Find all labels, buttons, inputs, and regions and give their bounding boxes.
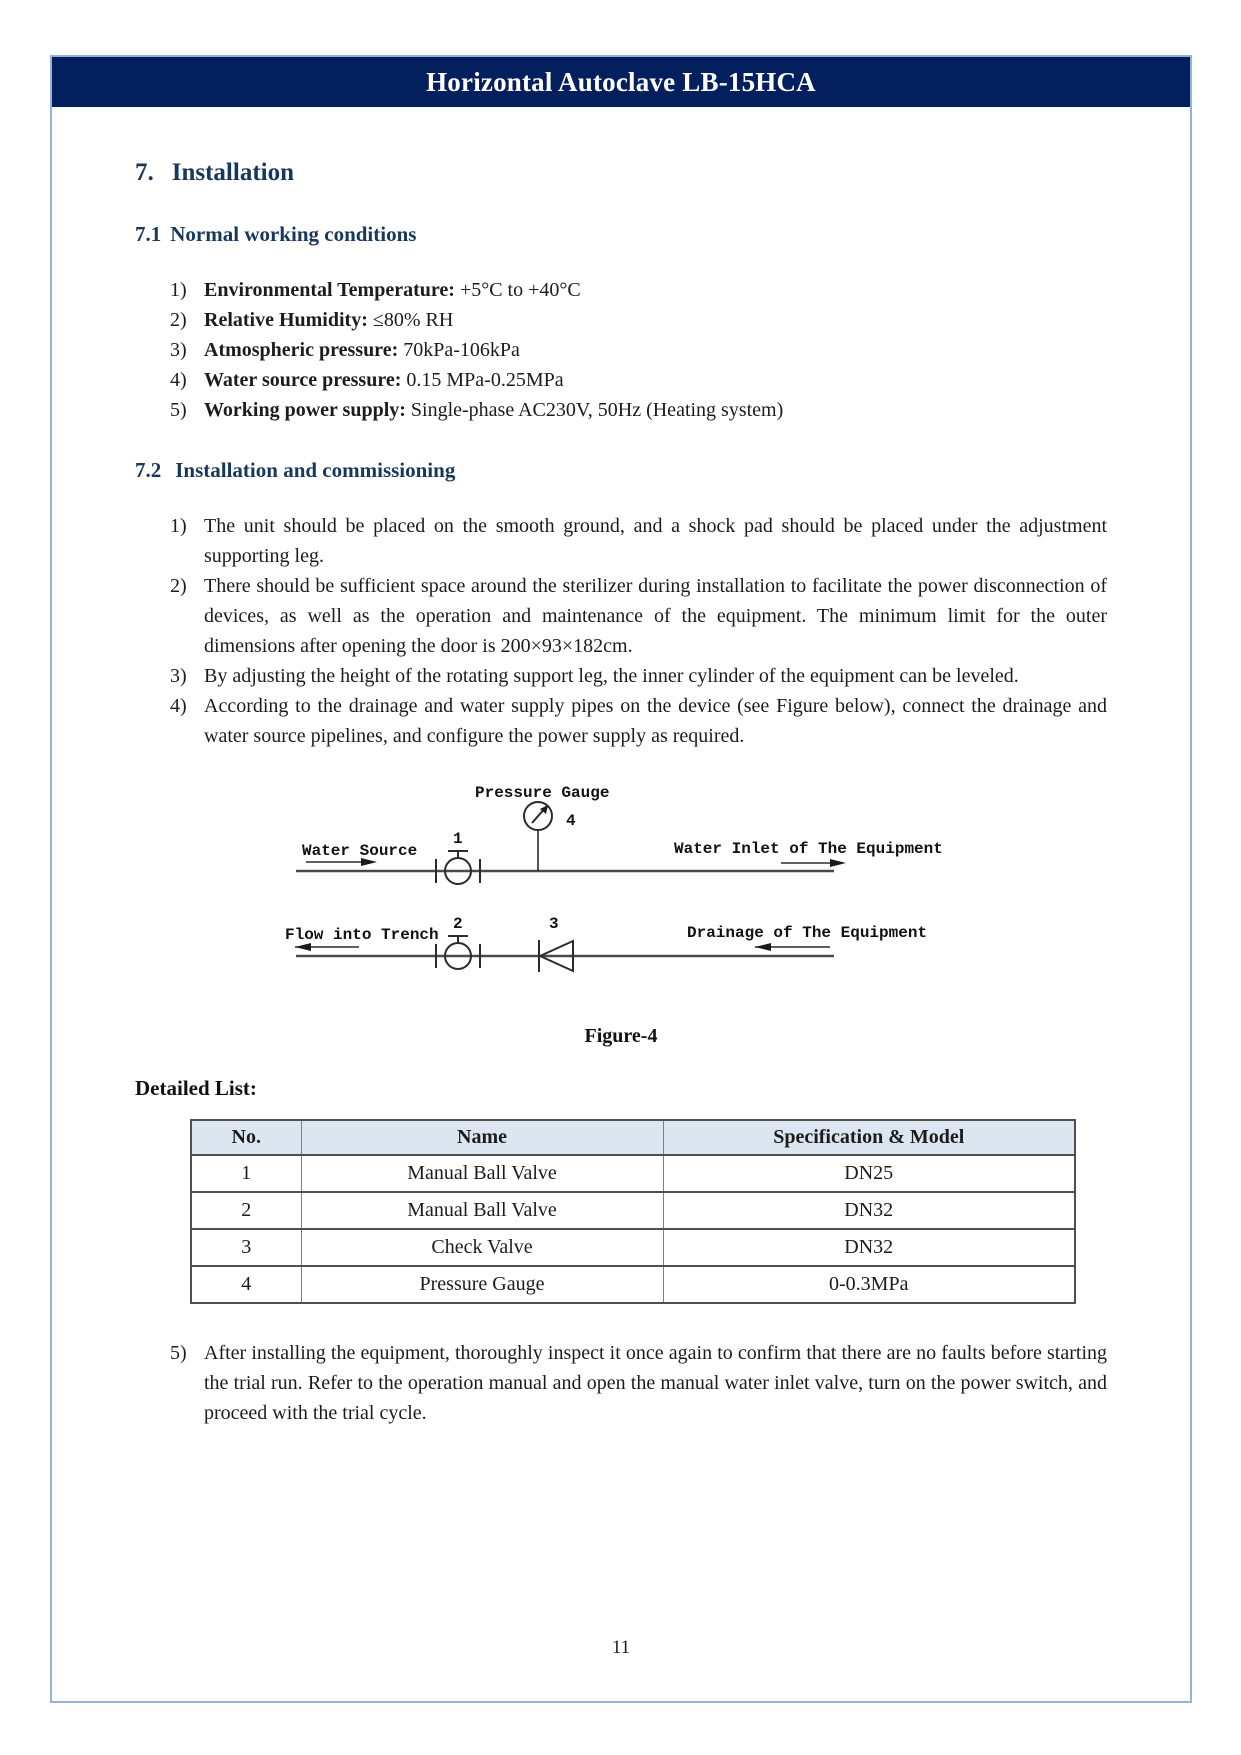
cell-no: 1 [191,1155,301,1192]
item-text [204,335,1107,365]
pressure-gauge-symbol [524,802,552,871]
item-label: Working power supply: [204,399,406,421]
subsection-title: Normal working conditions [170,222,417,246]
water-inlet-label: Water Inlet of The Equipment [674,840,943,858]
item-number: 4) [170,695,187,717]
header-bar [52,57,1190,107]
item-text: After installing the equipment, thoroughly inspect it once again to confirm that there are no faults before starting the trial run. Refer to the operation manual and open the manual water inlet valve, turn on the power switch, and proceed with the trial cycle. [204,1342,1107,1424]
item-number: 2) [170,309,187,331]
ball-valve-1-symbol [436,851,480,884]
list-item [170,365,1107,395]
cell-spec: 0-0.3MPa [663,1266,1075,1303]
cell-spec: DN32 [663,1229,1075,1266]
document-title: Horizontal Autoclave LB-15HCA [426,66,816,97]
water-source-label: Water Source [302,842,418,860]
subsection-7-2-heading [135,456,1107,484]
item-number: 5) [170,399,187,421]
item-number: 1) [170,515,187,537]
cell-name: Pressure Gauge [301,1266,663,1303]
item-label: Water source pressure: [204,369,402,391]
item-label: Atmospheric pressure: [204,339,399,361]
item-number: 1) [170,279,187,301]
valve-3-number: 3 [549,915,559,933]
list-item [170,395,1107,425]
list-item [170,691,1107,751]
subsection-number: 7.1 [135,222,162,246]
document-border [50,55,1192,1703]
cell-no: 2 [191,1192,301,1229]
item-label: Relative Humidity: [204,309,368,331]
flow-into-trench-label: Flow into Trench [285,926,439,944]
list-item [170,275,1107,305]
piping-diagram [285,781,945,981]
table-row [191,1266,1075,1303]
item-text: By adjusting the height of the rotating support leg, the inner cylinder of the equipment can be leveled. [204,665,1019,687]
column-header-no: No. [191,1120,301,1155]
item-number: 3) [170,339,187,361]
final-step-list [135,1338,1107,1428]
valve-1-number: 1 [453,830,463,848]
item-number: 5) [170,1342,187,1364]
list-item [170,661,1107,691]
subsection-number: 7.2 [135,458,162,482]
water-inlet-flow-arrow [781,859,846,867]
column-header-name: Name [301,1120,663,1155]
column-header-spec: Specification & Model [663,1120,1075,1155]
item-number: 2) [170,575,187,597]
item-text [204,365,1107,395]
cell-name: Manual Ball Valve [301,1192,663,1229]
list-item [170,1338,1107,1428]
item-text [204,305,1107,335]
parts-table [190,1119,1076,1304]
list-item [170,305,1107,335]
item-text [204,395,1107,425]
item-text: There should be sufficient space around the sterilizer during installation to facilitate the power disconnection of devices, as well as the operation and maintenance of the equipment. The minimum limit for the outer dimensions after opening the door is 200×93×182cm. [204,575,1107,657]
item-value: 70kPa-106kPa [398,339,520,361]
piping-diagram-figure [285,781,945,981]
item-number: 3) [170,665,187,687]
drainage-label: Drainage of The Equipment [687,924,928,942]
cell-spec: DN25 [663,1155,1075,1192]
detailed-list-title: Detailed List: [135,1076,257,1100]
section-number: 7. [135,159,154,186]
cell-name: Check Valve [301,1229,663,1266]
figure-caption: Figure-4 [584,1025,658,1047]
working-conditions-list [135,275,1107,425]
content-area [52,157,1190,1428]
trench-flow-arrow [295,943,359,951]
section-title: Installation [171,159,295,186]
list-item [170,571,1107,661]
item-text: According to the drainage and water supply pipes on the device (see Figure below), connect the drainage and water source pipelines, and configure the power supply as required. [204,695,1107,747]
item-value: 0.15 MPa-0.25MPa [401,369,564,391]
ball-valve-2-symbol [436,936,480,969]
table-header-row [191,1120,1075,1155]
valve-2-number: 2 [453,915,463,933]
subsection-7-1-heading [135,220,1107,248]
drainage-flow-arrow [755,943,830,951]
item-value: ≤80% RH [367,309,454,331]
installation-steps-list [135,511,1107,751]
cell-spec: DN32 [663,1192,1075,1229]
list-item [170,511,1107,571]
list-item [170,335,1107,365]
table-row [191,1192,1075,1229]
subsection-title: Installation and commissioning [175,458,456,482]
table-row [191,1229,1075,1266]
item-value: +5°C to +40°C [454,279,581,301]
table-row [191,1155,1075,1192]
item-number: 4) [170,369,187,391]
item-value: Single-phase AC230V, 50Hz (Heating system) [405,399,784,421]
item-text: The unit should be placed on the smooth ground, and a shock pad should be placed under the adjustment supporting leg. [204,515,1107,567]
item-text [204,275,1107,305]
section-heading [135,157,1107,189]
cell-no: 4 [191,1266,301,1303]
cell-no: 3 [191,1229,301,1266]
item-label: Environmental Temperature: [204,279,455,301]
cell-name: Manual Ball Valve [301,1155,663,1192]
gauge-4-number: 4 [566,812,576,830]
page-number: 11 [611,1637,631,1658]
pressure-gauge-label: Pressure Gauge [475,784,610,802]
